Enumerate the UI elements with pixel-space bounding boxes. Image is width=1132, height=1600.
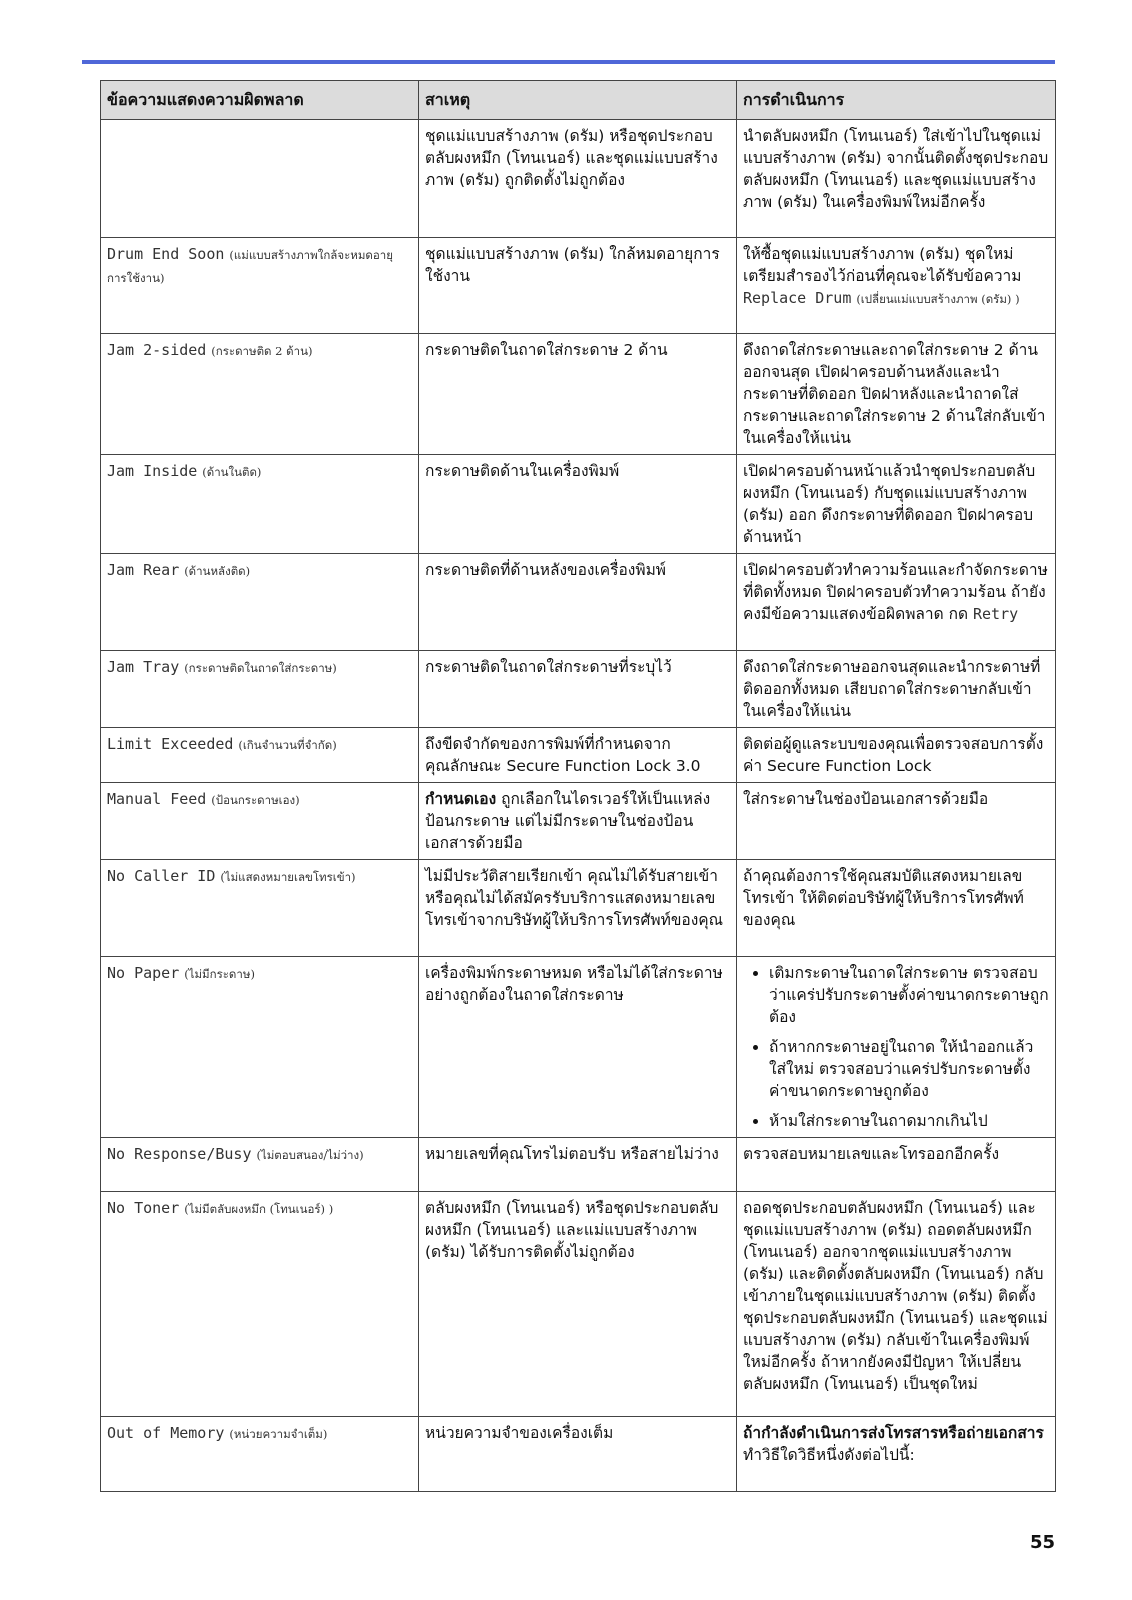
error-message-code: No Toner [107, 1199, 180, 1217]
table-row [101, 728, 1056, 783]
list-item: • ถ้าหากกระดาษอยู่ในถาด ให้นำออกแล้วใส่ใหม่ ตรวจสอบว่าแคร่ปรับกระดาษตั้งค่าขนาดกระดาษถูกต้อง [769, 1036, 1049, 1102]
action-cell: เปิดฝาครอบด้านหน้าแล้วนำชุดประกอบตลับผงหมึก (โทนเนอร์) กับชุดแม่แบบสร้างภาพ (ดรัม) ออก ดึงกระดาษที่ติดออก ปิดฝาครอบด้านหน้า [737, 455, 1056, 554]
table-row [101, 1192, 1056, 1417]
cause-cell: หมายเลขที่คุณโทรไม่ตอบรับ หรือสายไม่ว่าง [419, 1138, 737, 1192]
error-message-cell [101, 860, 419, 957]
cause-cell: กระดาษติดที่ด้านหลังของเครื่องพิมพ์ [419, 554, 737, 651]
action-cell: ติดต่อผู้ดูแลระบบของคุณเพื่อตรวจสอบการตั้งค่า Secure Function Lock [737, 728, 1056, 783]
error-message-cell [101, 1138, 419, 1192]
cause-cell: กระดาษติดในถาดใส่กระดาษที่ระบุไว้ [419, 651, 737, 728]
header-cause: สาเหตุ [419, 81, 737, 120]
error-message-cell [101, 1417, 419, 1492]
action-cell [737, 238, 1056, 334]
error-message-thai: (ไม่แสดงหมายเลขโทรเข้า) [220, 870, 356, 884]
action-cell: ใส่กระดาษในช่องป้อนเอกสารด้วยมือ [737, 783, 1056, 860]
error-message-thai: (กระดาษติด 2 ด้าน) [211, 344, 313, 358]
error-message-code: Jam Inside [107, 462, 198, 480]
table-row [101, 1417, 1056, 1492]
error-message-cell [101, 1192, 419, 1417]
error-message-cell [101, 957, 419, 1138]
action-text: เปิดฝาครอบตัวทำความร้อนและกำจัดกระดาษที่ติดทั้งหมด ปิดฝาครอบตัวทำความร้อน ถ้ายังคงมีข้อความแสดงข้อผิดพลาด กด [743, 561, 1048, 623]
cause-cell: ไม่มีประวัติสายเรียกเข้า คุณไม่ได้รับสายเข้า หรือคุณไม่ได้สมัครรับบริการแสดงหมายเลขโทรเข้าจากบริษัทผู้ให้บริการโทรศัพท์ของคุณ [419, 860, 737, 957]
error-message-code: No Paper [107, 964, 180, 982]
cause-text: ถูกเลือกในไดรเวอร์ให้เป็นแหล่งป้อนกระดาษ แต่ไม่มีกระดาษในช่องป้อนเอกสารด้วยมือ [425, 790, 711, 852]
error-message-cell [101, 554, 419, 651]
table-header-row [101, 81, 1056, 120]
cause-cell: ชุดแม่แบบสร้างภาพ (ดรัม) หรือชุดประกอบตลับผงหมึก (โทนเนอร์) และชุดแม่แบบสร้างภาพ (ดรัม) ถูกติดตั้งไม่ถูกต้อง [419, 120, 737, 238]
action-cell: นำตลับผงหมึก (โทนเนอร์) ใส่เข้าไปในชุดแม่แบบสร้างภาพ (ดรัม) จากนั้นติดตั้งชุดประกอบตลับผงหมึก (โทนเนอร์) และชุดแม่แบบสร้างภาพ (ดรัม) ในเครื่องพิมพ์ใหม่อีกครั้ง [737, 120, 1056, 238]
action-button-label: Retry [973, 605, 1019, 623]
top-rule [82, 60, 1055, 64]
table-row [101, 334, 1056, 455]
table-row [101, 783, 1056, 860]
table-row [101, 120, 1056, 238]
error-message-code: No Response/Busy [107, 1145, 252, 1163]
error-message-thai: (ด้านหลังติด) [184, 564, 251, 578]
action-heading: ถ้ากำลังดำเนินการส่งโทรสารหรือถ่ายเอกสาร [743, 1424, 1044, 1442]
error-message-cell [101, 728, 419, 783]
table-row [101, 1138, 1056, 1192]
error-message-thai: (กระดาษติดในถาดใส่กระดาษ) [184, 661, 337, 675]
error-message-cell [101, 238, 419, 334]
action-cell: ตรวจสอบหมายเลขและโทรออกอีกครั้ง [737, 1138, 1056, 1192]
list-item: • เติมกระดาษในถาดใส่กระดาษ ตรวจสอบว่าแคร่ปรับกระดาษตั้งค่าขนาดกระดาษถูกต้อง [769, 962, 1049, 1028]
action-cell: ถ้าคุณต้องการใช้คุณสมบัติแสดงหมายเลขโทรเข้า ให้ติดต่อบริษัทผู้ให้บริการโทรศัพท์ของคุณ [737, 860, 1056, 957]
action-cell [737, 1417, 1056, 1492]
list-item: • ห้ามใส่กระดาษในถาดมากเกินไป [769, 1110, 1049, 1132]
cause-cell: กระดาษติดในถาดใส่กระดาษ 2 ด้าน [419, 334, 737, 455]
error-message-thai: (ไม่ตอบสนอง/ไม่ว่าง) [256, 1148, 364, 1162]
cause-emphasis: กำหนดเอง [425, 790, 497, 808]
error-message-code: Jam Rear [107, 561, 180, 579]
error-message-thai: (แม่แบบสร้างภาพใกล้จะหมดอายุการใช้งาน) [107, 248, 393, 285]
cause-cell: หน่วยความจำของเครื่องเต็ม [419, 1417, 737, 1492]
action-cell: ดึงถาดใส่กระดาษและถาดใส่กระดาษ 2 ด้านออกจนสุด เปิดฝาครอบด้านหลังและนำกระดาษที่ติดออก ปิดฝาหลังและนำถาดใส่กระดาษและถาดใส่กระดาษ 2 ด้านใส่กลับเข้าในเครื่องให้แน่น [737, 334, 1056, 455]
error-message-cell [101, 120, 419, 238]
action-text: ให้ซื้อชุดแม่แบบสร้างภาพ (ดรัม) ชุดใหม่เตรียมสำรองไว้ก่อนที่คุณจะได้รับข้อความ [743, 245, 1022, 285]
error-message-code: Jam 2-sided [107, 341, 207, 359]
action-cell [737, 554, 1056, 651]
error-message-cell [101, 334, 419, 455]
action-cell [737, 957, 1056, 1138]
error-message-thai: (ไม่มีกระดาษ) [184, 967, 255, 981]
cause-cell: ตลับผงหมึก (โทนเนอร์) หรือชุดประกอบตลับผงหมึก (โทนเนอร์) และแม่แบบสร้างภาพ (ดรัม) ได้รับการติดตั้งไม่ถูกต้อง [419, 1192, 737, 1417]
error-message-thai: (ด้านในติด) [202, 465, 262, 479]
table-row [101, 957, 1056, 1138]
table-row [101, 651, 1056, 728]
cause-cell: กระดาษติดด้านในเครื่องพิมพ์ [419, 455, 737, 554]
table-row [101, 860, 1056, 957]
header-action: การดำเนินการ [737, 81, 1056, 120]
page-number: 55 [1029, 1532, 1055, 1553]
error-message-thai: (ป้อนกระดาษเอง) [211, 793, 300, 807]
cause-cell: เครื่องพิมพ์กระดาษหมด หรือไม่ได้ใส่กระดาษอย่างถูกต้องในถาดใส่กระดาษ [419, 957, 737, 1138]
error-message-thai: (หน่วยความจำเต็ม) [229, 1427, 328, 1441]
error-message-code: Drum End Soon [107, 245, 225, 263]
table-row [101, 238, 1056, 334]
table-row [101, 554, 1056, 651]
error-message-cell [101, 455, 419, 554]
error-message-cell [101, 651, 419, 728]
error-message-code: Manual Feed [107, 790, 207, 808]
error-message-thai: (ไม่มีตลับผงหมึก (โทนเนอร์) ) [184, 1202, 334, 1216]
error-message-thai: (เกินจำนวนที่จำกัด) [238, 738, 337, 752]
error-message-code: Out of Memory [107, 1424, 225, 1442]
cause-cell: ชุดแม่แบบสร้างภาพ (ดรัม) ใกล้หมดอายุการใช้งาน [419, 238, 737, 334]
error-message-cell [101, 783, 419, 860]
cause-cell [419, 783, 737, 860]
cause-cell: ถึงขีดจำกัดของการพิมพ์ที่กำหนดจากคุณลักษณะ Secure Function Lock 3.0 [419, 728, 737, 783]
error-message-table [100, 80, 1056, 1492]
action-cell: ดึงถาดใส่กระดาษออกจนสุดและนำกระดาษที่ติดออกทั้งหมด เสียบถาดใส่กระดาษกลับเข้าในเครื่องให้แน่น [737, 651, 1056, 728]
error-message-code: No Caller ID [107, 867, 216, 885]
action-message-code: Replace Drum [743, 289, 852, 307]
table-row [101, 455, 1056, 554]
error-message-code: Limit Exceeded [107, 735, 234, 753]
action-bullet-list [743, 962, 1049, 1132]
header-error-message: ข้อความแสดงความผิดพลาด [101, 81, 419, 120]
action-cell: ถอดชุดประกอบตลับผงหมึก (โทนเนอร์) และชุดแม่แบบสร้างภาพ (ดรัม) ถอดตลับผงหมึก (โทนเนอร์) ออกจากชุดแม่แบบสร้างภาพ (ดรัม) และติดตั้งตลับผงหมึก (โทนเนอร์) กลับเข้าภายในชุดแม่แบบสร้างภาพ (ดรัม) ติดตั้งชุดประกอบตลับผงหมึก (โทนเนอร์) และชุดแม่แบบสร้างภาพ (ดรัม) กลับเข้าในเครื่องพิมพ์ใหม่อีกครั้ง ถ้าหากยังคงมีปัญหา ให้เปลี่ยนตลับผงหมึก (โทนเนอร์) เป็นชุดใหม่ [737, 1192, 1056, 1417]
action-text: ทำวิธีใดวิธีหนึ่งดังต่อไปนี้: [743, 1446, 915, 1464]
action-message-thai: (เปลี่ยนแม่แบบสร้างภาพ (ดรัม) ) [856, 292, 1020, 306]
error-message-code: Jam Tray [107, 658, 180, 676]
